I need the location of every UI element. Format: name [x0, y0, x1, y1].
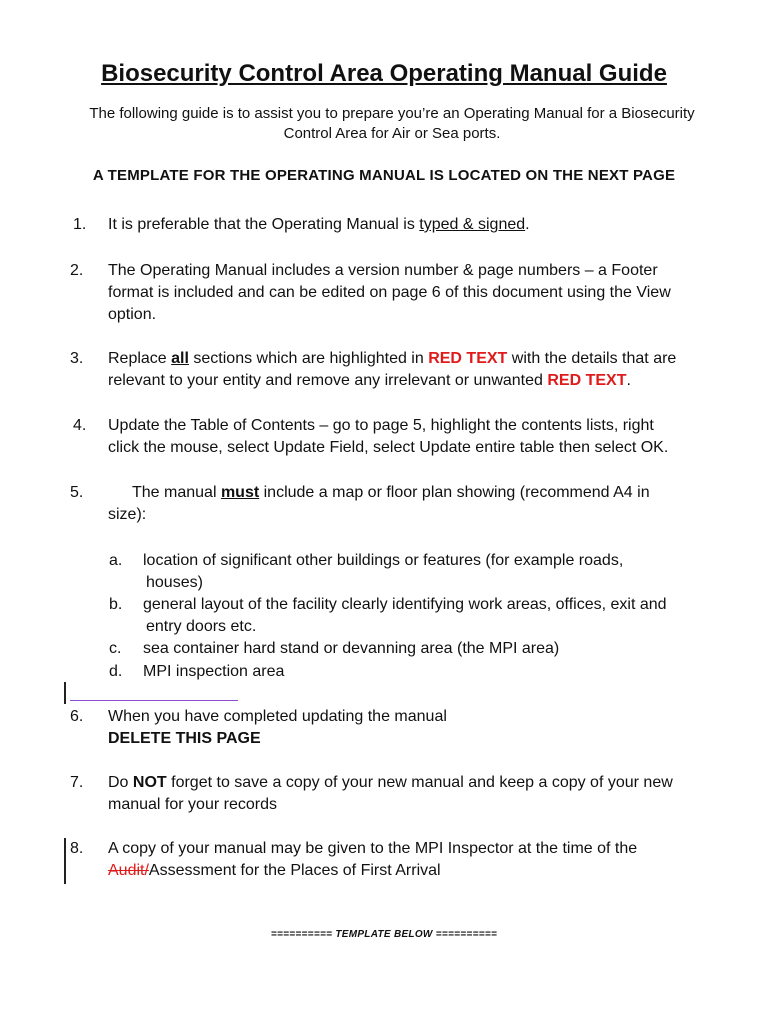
item-3-c: with the details that are [507, 350, 677, 367]
template-note: A TEMPLATE FOR THE OPERATING MANUAL IS LOCATED ON THE NEXT PAGE [92, 167, 676, 184]
item-3-l2b: . [626, 372, 631, 389]
item-number: 2. [70, 262, 84, 279]
item-2-line: The Operating Manual includes a version number & page numbers – a Footer [108, 262, 658, 279]
item-3-l2a: relevant to your entity and remove any irrelevant or unwanted [108, 372, 548, 389]
item-6-text [108, 706, 728, 750]
item-7-a: Do [108, 774, 133, 791]
revision-underline [70, 700, 238, 701]
item-number: 4. [73, 417, 87, 434]
item-1-post: . [525, 216, 530, 233]
struck-text: Audit/ [108, 862, 149, 879]
item-5-line: size): [108, 506, 147, 523]
subitem-line: general layout of the facility clearly identifying work areas, offices, exit and [143, 596, 667, 613]
item-1-underlined: typed & signed [419, 216, 526, 233]
item-7-b: forget to save a copy of your new manual and keep a copy of your new [166, 774, 673, 791]
item-3-all: all [171, 350, 189, 367]
item-4-line: click the mouse, select Update Field, select Update entire table then select OK. [108, 439, 669, 456]
item-8-line: A copy of your manual may be given to the MPI Inspector at the time of the [108, 840, 638, 857]
change-bar [64, 682, 66, 704]
item-7-not: NOT [132, 774, 167, 791]
subitem-line: entry doors etc. [146, 618, 257, 635]
item-number: 5. [70, 484, 84, 501]
subitem-b-text [143, 594, 733, 638]
subitem-letter: d. [109, 663, 123, 680]
delete-this-page: DELETE THIS PAGE [108, 730, 261, 747]
item-1-pre: It is preferable that the Operating Manual is [108, 216, 420, 233]
item-2-text [108, 260, 728, 326]
item-number: 1. [73, 216, 87, 233]
item-5-b: include a map or floor plan showing (recommend A4 in [259, 484, 650, 501]
item-2-line: option. [108, 306, 157, 323]
subitem-letter: c. [109, 640, 122, 657]
item-5-text [108, 482, 728, 526]
item-7-text [108, 772, 728, 816]
intro-paragraph: The following guide is to assist you to prepare you’re an Operating Manual for a Biosecurity Control Area for Air or Sea ports. [89, 105, 695, 142]
item-number: 6. [70, 708, 84, 725]
item-5-must: must [220, 484, 260, 501]
item-4-line: Update the Table of Contents – go to page 5, highlight the contents lists, right [108, 417, 654, 434]
red-text-label: RED TEXT [547, 372, 627, 389]
subitem-d-text: MPI inspection area [143, 663, 285, 680]
item-7-line: manual for your records [108, 796, 277, 813]
subitem-letter: b. [109, 596, 123, 613]
item-number: 3. [70, 350, 84, 367]
item-2-line: format is included and can be edited on page 6 of this document using the View [108, 284, 671, 301]
subitem-c-text: sea container hard stand or devanning area (the MPI area) [143, 640, 560, 657]
subitem-a-text [143, 550, 733, 594]
subitem-letter: a. [109, 552, 123, 569]
change-bar [64, 838, 66, 884]
template-below-marker: ========== TEMPLATE BELOW ========== [270, 929, 498, 940]
red-text-label: RED TEXT [428, 350, 508, 367]
item-4-text [108, 415, 728, 459]
item-3-text [108, 348, 728, 392]
item-8-text [108, 838, 728, 882]
subitem-line: houses) [146, 574, 203, 591]
item-number: 8. [70, 840, 84, 857]
item-3-a: Replace [108, 350, 172, 367]
item-8-line2: Assessment for the Places of First Arrival [148, 862, 441, 879]
item-3-b: sections which are highlighted in [188, 350, 429, 367]
page-title: Biosecurity Control Area Operating Manual Guide [101, 60, 667, 87]
item-1-text [108, 214, 728, 236]
item-5-a: The manual [132, 484, 221, 501]
item-6-line: When you have completed updating the manual [108, 708, 447, 725]
subitem-line: location of significant other buildings or features (for example roads, [143, 552, 624, 569]
item-number: 7. [70, 774, 84, 791]
